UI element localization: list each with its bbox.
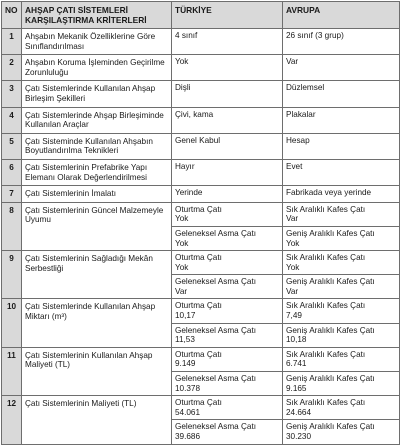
avrupa-value: Sık Aralıklı Kafes Çatı 7,49 bbox=[286, 301, 366, 321]
turkiye-value: 4 sınıf bbox=[175, 31, 198, 40]
avrupa-value: Sık Aralıklı Kafes Çatı 6.741 bbox=[286, 349, 366, 369]
criterion-cell: Ahşabın Mekanik Özelliklerine Göre Sınıflandırılması bbox=[22, 29, 172, 55]
criterion-cell: Çatı Sistemlerinin Kullanılan Ahşap Maliyeti (TL) bbox=[22, 347, 172, 395]
turkiye-value: Oturtma Çatı 10,17 bbox=[175, 301, 222, 321]
turkiye-value: Oturtma Çatı 9.149 bbox=[175, 349, 222, 369]
avrupa-value: Geniş Aralıklı Kafes Çatı 9.165 bbox=[283, 371, 399, 395]
turkiye-value: Oturtma Çatı Yok bbox=[175, 253, 222, 272]
row-number: 9 bbox=[2, 251, 22, 299]
table-row bbox=[2, 299, 400, 347]
turkiye-cell bbox=[172, 133, 283, 159]
avrupa-cell bbox=[283, 299, 400, 347]
turkiye-value: Yok bbox=[175, 57, 189, 67]
avrupa-cell bbox=[283, 29, 400, 55]
row-number: 5 bbox=[2, 133, 22, 159]
avrupa-value: Var bbox=[286, 57, 299, 67]
header-turkiye: TÜRKİYE bbox=[172, 2, 283, 29]
avrupa-value: Geniş Aralıklı Kafes Çatı 30.230 bbox=[283, 419, 399, 443]
criterion-cell: Çatı Sistemlerinin Sağladığı Mekân Serbestliği bbox=[22, 251, 172, 299]
turkiye-cell bbox=[172, 299, 283, 347]
avrupa-cell bbox=[283, 396, 400, 444]
turkiye-value: Oturtma Çatı 54.061 bbox=[175, 398, 222, 417]
criterion-cell: Çatı Sisteminde Kullanılan Ahşabın Boyutlandırılma Teknikleri bbox=[22, 133, 172, 159]
criterion-cell: Ahşabın Koruma İşleminden Geçirilme Zorunluluğu bbox=[22, 55, 172, 81]
criterion-cell: Çatı Sistemlerinin İmalatı bbox=[22, 186, 172, 203]
table-row bbox=[2, 159, 400, 185]
header-criteria: AHŞAP ÇATI SİSTEMLERİ KARŞILAŞTIRMA KRİTERLERİ bbox=[22, 2, 172, 29]
table-row bbox=[2, 55, 400, 81]
turkiye-value: Hayır bbox=[175, 161, 195, 171]
turkiye-cell bbox=[172, 396, 283, 444]
avrupa-value: Geniş Aralıklı Kafes Çatı Var bbox=[283, 274, 399, 298]
row-number: 1 bbox=[2, 29, 22, 55]
row-number: 10 bbox=[2, 299, 22, 347]
row-number: 2 bbox=[2, 55, 22, 81]
table-row bbox=[2, 202, 400, 250]
turkiye-cell bbox=[172, 347, 283, 395]
criterion-cell: Çatı Sistemlerinin Prefabrike Yapı Elemanı Olarak Değerlendirilmesi bbox=[22, 159, 172, 185]
turkiye-value: Dişli bbox=[175, 83, 191, 93]
turkiye-cell bbox=[172, 55, 283, 81]
turkiye-value: Geleneksel Asma Çatı Yok bbox=[172, 226, 282, 250]
table-body bbox=[2, 29, 400, 445]
row-number: 12 bbox=[2, 396, 22, 444]
header-no: NO bbox=[2, 2, 22, 29]
turkiye-value: Oturtma Çatı Yok bbox=[175, 204, 222, 224]
criterion-cell: Çatı Sistemlerinin Güncel Malzemeyle Uyumu bbox=[22, 202, 172, 250]
avrupa-value: 26 sınıf (3 grup) bbox=[286, 31, 344, 40]
criterion-cell: Çatı Sistemlerinde Kullanılan Ahşap Miktarı (m³) bbox=[22, 299, 172, 347]
avrupa-value: Sık Aralıklı Kafes Çatı 24.664 bbox=[286, 398, 366, 417]
avrupa-value: Plakalar bbox=[286, 109, 316, 119]
avrupa-value: Evet bbox=[286, 161, 303, 171]
criterion-cell: Çatı Sistemlerinde Ahşap Birleşiminde Kullanılan Araçlar bbox=[22, 107, 172, 133]
row-number: 3 bbox=[2, 81, 22, 107]
table-row bbox=[2, 251, 400, 299]
turkiye-value: Geleneksel Asma Çatı 10.378 bbox=[172, 371, 282, 395]
avrupa-cell bbox=[283, 81, 400, 107]
turkiye-value: Genel Kabul bbox=[175, 135, 221, 145]
avrupa-cell bbox=[283, 133, 400, 159]
table-row bbox=[2, 81, 400, 107]
turkiye-value: Çivi, kama bbox=[175, 109, 214, 119]
header-avrupa: AVRUPA bbox=[283, 2, 400, 29]
avrupa-value: Geniş Aralıklı Kafes Çatı 10,18 bbox=[283, 323, 399, 347]
table-row bbox=[2, 107, 400, 133]
table-row bbox=[2, 133, 400, 159]
avrupa-cell bbox=[283, 347, 400, 395]
avrupa-cell bbox=[283, 251, 400, 299]
row-number: 11 bbox=[2, 347, 22, 395]
turkiye-cell bbox=[172, 29, 283, 55]
row-number: 6 bbox=[2, 159, 22, 185]
criterion-cell: Çatı Sistemlerinde Kullanılan Ahşap Birleşim Şekilleri bbox=[22, 81, 172, 107]
table-row bbox=[2, 29, 400, 55]
avrupa-cell bbox=[283, 202, 400, 250]
criterion-cell: Çatı Sistemlerinin Maliyeti (TL) bbox=[22, 396, 172, 444]
row-number: 8 bbox=[2, 202, 22, 250]
header-row bbox=[2, 2, 400, 29]
table-row bbox=[2, 347, 400, 395]
avrupa-cell bbox=[283, 186, 400, 203]
turkiye-cell bbox=[172, 107, 283, 133]
turkiye-value: Geleneksel Asma Çatı 11,53 bbox=[172, 323, 282, 347]
avrupa-value: Fabrikada veya yerinde bbox=[286, 188, 372, 198]
avrupa-cell bbox=[283, 107, 400, 133]
table-row bbox=[2, 396, 400, 444]
comparison-table bbox=[1, 1, 400, 445]
turkiye-value: Geleneksel Asma Çatı Var bbox=[172, 274, 282, 298]
turkiye-cell bbox=[172, 159, 283, 185]
turkiye-cell bbox=[172, 186, 283, 203]
row-number: 7 bbox=[2, 186, 22, 203]
avrupa-value: Sık Aralıklı Kafes Çatı Var bbox=[286, 204, 366, 224]
avrupa-cell bbox=[283, 159, 400, 185]
avrupa-value: Geniş Aralıklı Kafes Çatı Yok bbox=[283, 226, 399, 250]
avrupa-cell bbox=[283, 55, 400, 81]
turkiye-value: Yerinde bbox=[175, 188, 203, 198]
table-row bbox=[2, 186, 400, 203]
avrupa-value: Düzlemsel bbox=[286, 83, 325, 93]
turkiye-cell bbox=[172, 251, 283, 299]
avrupa-value: Hesap bbox=[286, 135, 310, 145]
turkiye-value: Geleneksel Asma Çatı 39.686 bbox=[172, 419, 282, 443]
avrupa-value: Sık Aralıklı Kafes Çatı Yok bbox=[286, 253, 366, 272]
turkiye-cell bbox=[172, 202, 283, 250]
turkiye-cell bbox=[172, 81, 283, 107]
row-number: 4 bbox=[2, 107, 22, 133]
